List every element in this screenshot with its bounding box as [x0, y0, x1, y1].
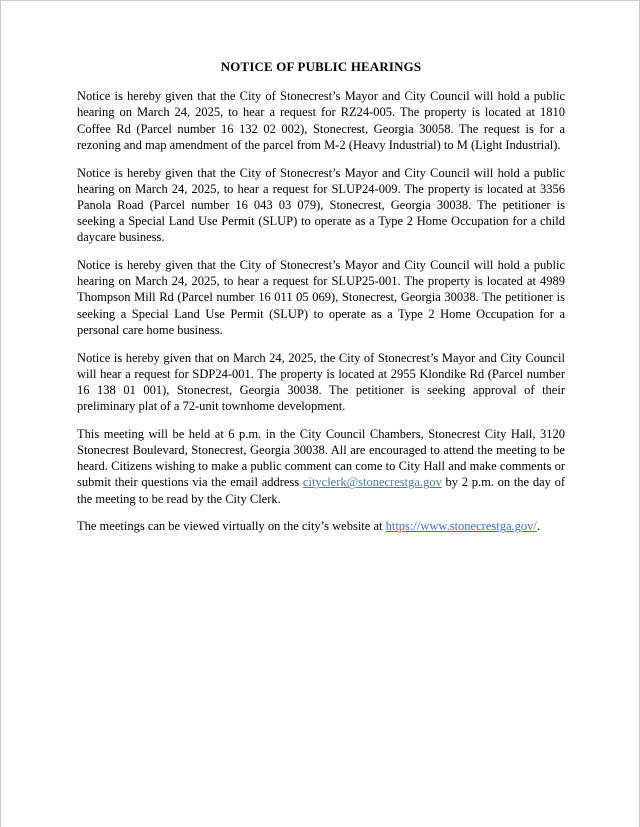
notice-paragraph-slup24-009: Notice is hereby given that the City of Stonecrest’s Mayor and City Council will hold a public hearing on March 24, 2025, to hear a request for SLUP24-009. The property is located at 3356 Panola Road (Parcel number 16 043 03 079), Stonecrest, Georgia 30038. The petitioner is seeking a Special Land Use Permit (SLUP) to operate as a Type 2 Home Occupation for a child daycare business. [77, 165, 565, 245]
virtual-viewing-text-after: . [536, 519, 540, 534]
notice-paragraph-sdp24-001: Notice is hereby given that on March 24, 2025, the City of Stonecrest’s Mayor and City Council will hear a request for SDP24-001. The property is located at 2955 Klondike Rd (Parcel number 16 138 01 001), Stonecrest, Georgia 30038. The petitioner is seeking approval of their preliminary plat of a 72-unit townhome development. [77, 350, 565, 414]
meeting-details-text-after: by 2 p.m. on the day of the meeting to be read by the City Clerk. [77, 475, 565, 506]
virtual-viewing-paragraph [77, 518, 565, 534]
city-clerk-email-link[interactable]: cityclerk@stonecrestga.gov [302, 475, 442, 490]
meeting-details-paragraph [77, 426, 565, 507]
notice-paragraph-rz24-005: Notice is hereby given that the City of Stonecrest’s Mayor and City Council will hold a public hearing on March 24, 2025, to hear a request for RZ24-005. The property is located at 1810 Coffee Rd (Parcel number 16 132 02 002), Stonecrest, Georgia 30058. The request is for a rezoning and map amendment of the parcel from M-2 (Heavy Industrial) to M (Light Industrial). [77, 89, 565, 152]
city-website-link[interactable]: https://www.stonecrestga.gov/ [385, 519, 537, 534]
meeting-details-text-before: This meeting will be held at 6 p.m. in the City Council Chambers, Stonecrest City Hall, 3120 Stonecrest Boulevard, Stonecrest, Georgia 30038. All are encouraged to attend the meeting to be heard. Citizens wishing to make a public comment can come to City Hall and make comments or submit their questions via the email address [77, 426, 565, 490]
document-title: NOTICE OF PUBLIC HEARINGS [220, 60, 422, 74]
virtual-viewing-text-before: The meetings can be viewed virtually on the city’s website at [77, 519, 386, 534]
notice-paragraph-slup25-001: Notice is hereby given that the City of Stonecrest’s Mayor and City Council will hold a public hearing on March 24, 2025, to hear a request for SLUP25-001. The property is located at 4989 Thompson Mill Rd (Parcel number 16 011 05 069), Stonecrest, Georgia 30038. The petitioner is seeking a Special Land Use Permit (SLUP) to operate as a Type 2 Home Occupation for a personal care home business. [77, 258, 565, 337]
